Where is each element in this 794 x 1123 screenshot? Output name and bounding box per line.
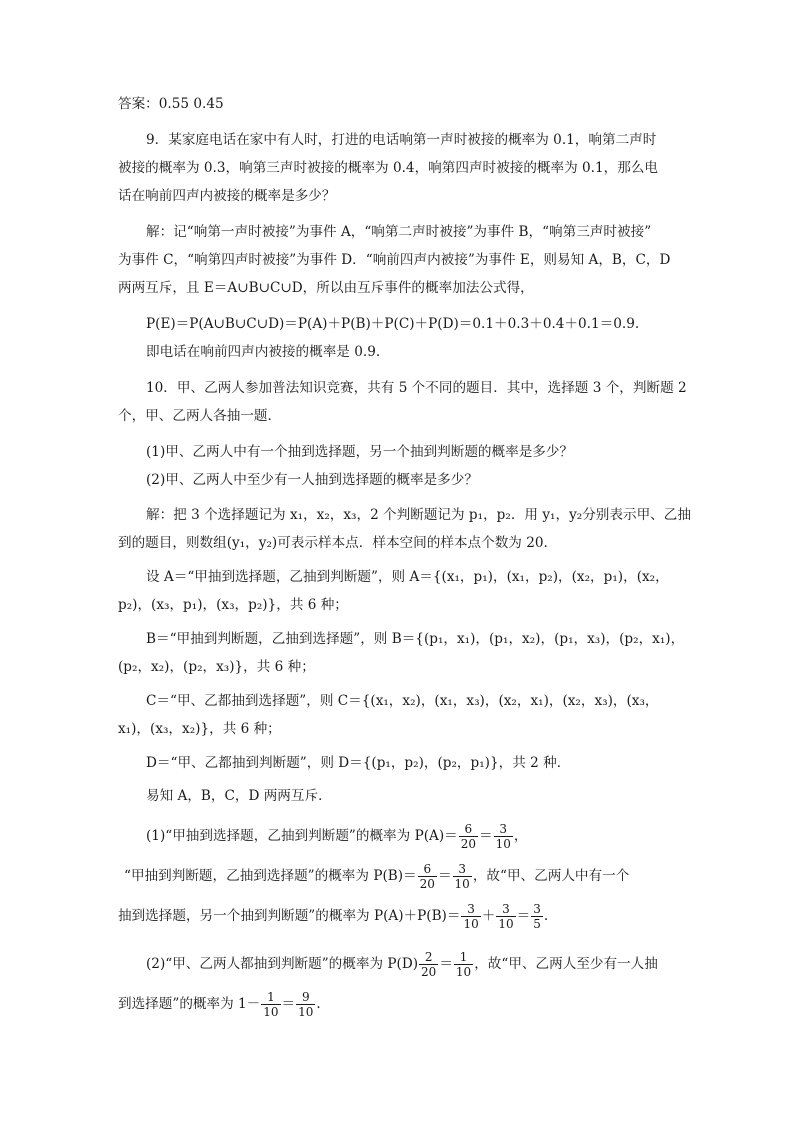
result-2-line-2: 到选择题”的概率为 1－ $\frac{1}{10}$ ＝ $\frac{9}{10}$ .	[118, 990, 321, 1019]
question-10-line-1: 10．甲、乙两人参加普法知识竞赛，共有 5 个不同的题目．其中，选择题 3 个，判断题 2	[146, 380, 687, 396]
event-d-line: D＝“甲、乙都抽到判断题”，则 D＝{(p₁，p₂)，(p₂，p₁)}，共 2 种．	[146, 755, 571, 771]
result-5-text: 到选择题”的概率为 1－	[118, 996, 261, 1012]
result-1-line-1: (1)“甲抽到选择题，乙抽到判断题”的概率为 P(A)＝ $\frac{6}{20}$ ＝ $\frac{3}{10}$ ，	[146, 822, 528, 851]
fraction-2-20: $\frac{2}{20}$	[421, 950, 437, 979]
question-10-part-1: (1)甲、乙两人中有一个抽到选择题，另一个抽到判断题的概率是多少？	[146, 444, 574, 460]
event-b-line-1: B＝“甲抽到判断题，乙抽到选择题”，则 B＝{(p₁，x₁)，(p₁，x₂)，(p₁，x₃)，(p₂，x₁)，	[146, 631, 685, 647]
fraction-1-10: $\frac{1}{10}$	[263, 990, 279, 1019]
result-1-text: (1)“甲抽到选择题，乙抽到判断题”的概率为 P(A)＝	[146, 828, 458, 844]
question-9-line-1: 9．某家庭电话在家中有人时，打进的电话响第一声时被接的概率为 0.1，响第二声时	[146, 132, 657, 148]
solution-10-line-1: 解：把 3 个选择题记为 x₁，x₂，x₃，2 个判断题记为 p₁，p₂．用 y₁，y₂分别表示甲、乙抽	[146, 507, 691, 523]
question-10-line-2: 个，甲、乙两人各抽一题．	[118, 408, 282, 424]
result-1-line-2: “甲抽到判断题，乙抽到选择题”的概率为 P(B)＝ $\frac{6}{20}$ ＝ $\frac{3}{10}$ ，故“甲、乙两人中有一个	[124, 862, 630, 891]
result-1-line-3: 抽到选择题，另一个抽到判断题”的概率为 P(A)＋P(B)＝ $\frac{3}{10}$ ＋ $\frac{3}{10}$ ＝ $\frac{3}{5}$ .	[118, 902, 549, 931]
event-c-line-1: C＝“甲、乙都抽到选择题”，则 C＝{(x₁，x₂)，(x₁，x₃)，(x₂，x₁)，(x₂，x₃)，(x₃，	[146, 693, 659, 709]
event-a-line-2: p₂)，(x₃，p₁)，(x₃，p₂)}，共 6 种；	[118, 597, 348, 613]
question-9-line-3: 话在响前四声内被接的概率是多少？	[118, 188, 336, 204]
fraction-6-20: $\frac{6}{20}$	[460, 822, 477, 851]
event-a-line-1: 设 A＝“甲抽到选择题，乙抽到判断题”，则 A＝{(x₁，p₁)，(x₁，p₂)，(x₂，p₁)，(x₂，	[146, 569, 669, 585]
solution-9-line-3: 两两互斥，且 E＝A∪B∪C∪D，所以由互斥事件的概率加法公式得，	[118, 280, 534, 296]
result-3-text: 抽到选择题，另一个抽到判断题”的概率为 P(A)＋P(B)＝	[118, 908, 461, 924]
fraction-3-10: $\frac{3}{10}$	[454, 862, 470, 891]
question-10-part-2: (2)甲、乙两人中至少有一人抽到选择题的概率是多少？	[146, 472, 478, 488]
mutually-exclusive-line: 易知 A，B，C，D 两两互斥．	[146, 788, 332, 804]
fraction-3-10: $\frac{3}{10}$	[498, 902, 514, 931]
solution-9-line-1: 解：记“响第一声时被接”为事件 A，“响第二声时被接”为事件 B，“响第三声时被接”	[146, 224, 652, 240]
solution-9-equation: P(E)＝P(A∪B∪C∪D)＝P(A)＋P(B)＋P(C)＋P(D)＝0.1＋0.3＋0.4＋0.1＝0.9.	[146, 316, 640, 332]
result-4-text: (2)“甲、乙两人都抽到判断题”的概率为 P(D)	[146, 956, 419, 972]
fraction-9-10: $\frac{9}{10}$	[298, 990, 314, 1019]
solution-10-line-2: 到的题目，则数组(y₁，y₂)可表示样本点．样本空间的样本点个数为 20.	[118, 535, 548, 551]
result-2-text: “甲抽到判断题，乙抽到选择题”的概率为 P(B)＝	[124, 868, 417, 884]
question-9-line-2: 被接的概率为 0.3，响第三声时被接的概率为 0.4，响第四声时被接的概率为 0.1，那么电	[118, 160, 659, 176]
result-2-line-1: (2)“甲、乙两人都抽到判断题”的概率为 P(D) $\frac{2}{20}$ ＝ $\frac{1}{10}$ ，故“甲、乙两人至少有一人抽	[146, 950, 658, 979]
fraction-3-5: $\frac{3}{5}$	[533, 902, 541, 931]
solution-9-conclusion: 即电话在响前四声内被接的概率是 0.9.	[146, 344, 381, 360]
fraction-3-10: $\frac{3}{10}$	[495, 822, 511, 851]
fraction-6-20: $\frac{6}{20}$	[419, 862, 435, 891]
result-4-tail: ，故“甲、乙两人至少有一人抽	[474, 956, 658, 972]
fraction-3-10: $\frac{3}{10}$	[463, 902, 479, 931]
solution-9-line-2: 为事件 C，“响第四声时被接”为事件 D．“响前四声内被接”为事件 E，则易知 A，B，C，D	[118, 252, 671, 268]
event-c-line-2: x₁)，(x₃，x₂)}，共 6 种；	[118, 721, 281, 737]
fraction-1-10: $\frac{1}{10}$	[455, 950, 472, 979]
answer-line: 答案：0.55 0.45	[118, 96, 224, 112]
event-b-line-2: (p₂，x₂)，(p₂，x₃)}，共 6 种；	[118, 659, 315, 675]
result-2-tail: ，故“甲、乙两人中有一个	[472, 868, 630, 884]
